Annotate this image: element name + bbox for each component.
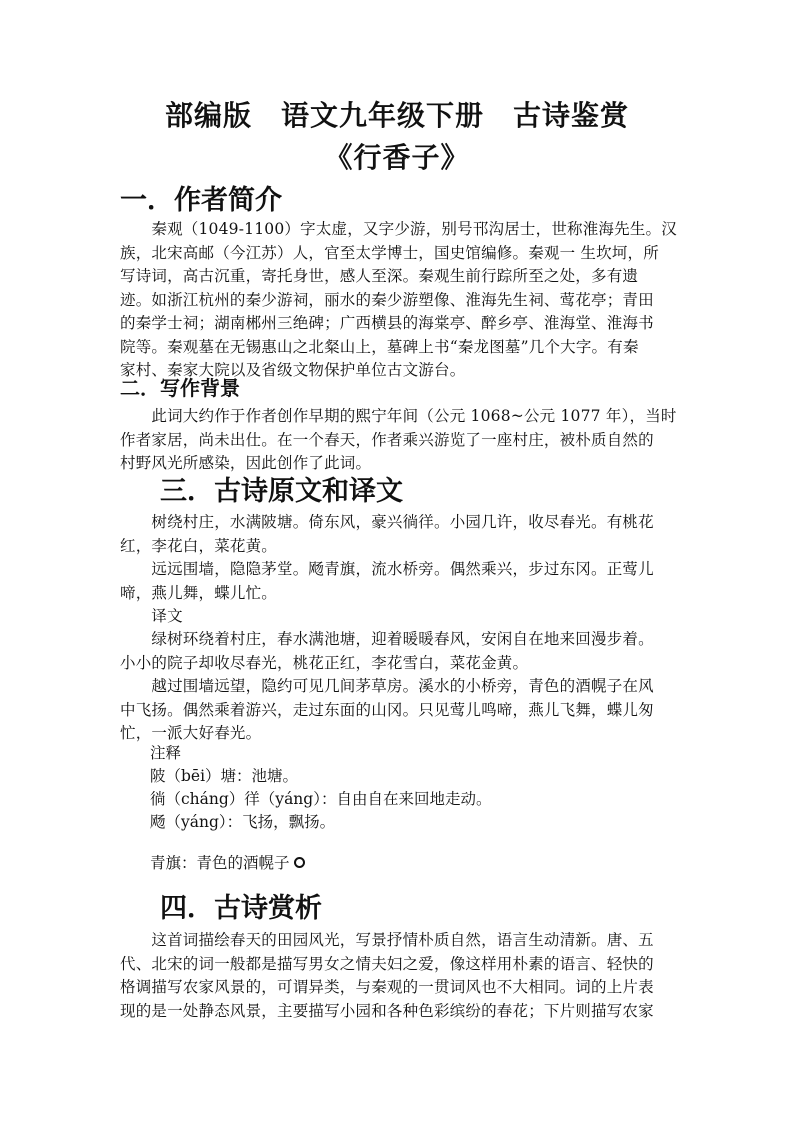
text-line: 中飞扬。偶然乘着游兴，走过东面的山冈。只见莺儿鸣啼，燕儿飞舞，蝶儿匆 (120, 700, 654, 719)
text-line: 迹。如浙江杭州的秦少游祠，丽水的秦少游塑像、淮海先生祠、莺花亭；青田 (120, 290, 654, 309)
text-line: 格调描写农家风景的，可谓异类，与秦观的一贯词风也不大相同。词的上片表 (120, 978, 654, 996)
text-line: 译文 (120, 607, 183, 625)
text-line: 此词大约作于作者创作早期的熙宁年间（公元 1068~公元 1077 年），当时 (120, 407, 677, 425)
note-item: 陂（bēi）塘：池塘。 (150, 767, 299, 785)
text-line: 啼，燕儿舞，蝶儿忙。 (120, 583, 278, 602)
text-line: 现的是一处静态风景，主要描写小园和各种色彩缤纷的春花；下片则描写农家 (120, 1001, 654, 1020)
section-heading-background: 二．写作背景 (120, 376, 240, 400)
note-item-last (150, 852, 305, 875)
text-line: 越过围墙远望，隐约可见几间茅草房。溪水的小桥旁，青色的酒幌子在风 (120, 677, 654, 695)
section-heading-poem: 三．古诗原文和译文 (160, 476, 403, 507)
text-line: 树绕村庄，水满陂塘。倚东风，豪兴徜徉。小园几许，收尽春光。有桃花 (120, 513, 654, 531)
text-line: 院等。秦观墓在无锡惠山之北粲山上，墓碑上书“秦龙图墓”几个大字。有秦 (120, 337, 639, 356)
author-intro-paragraph (120, 218, 677, 383)
document-title: 部编版 语文九年级下册 古诗鉴赏 (164, 99, 629, 132)
note-item: 飏（yáng）：飞扬，飘扬。 (150, 813, 336, 831)
text-line: 忙，一派大好春光。 (120, 724, 262, 742)
text-line: 远远围墙，隐隐茅堂。飏青旗，流水桥旁。偶然乘兴，步过东冈。正莺儿 (120, 560, 654, 578)
text-line: 家村、秦家大院以及省级文物保护单位古文游台。 (120, 361, 466, 379)
poem-title: 《行香子》 (324, 141, 470, 174)
text-line: 绿树环绕着村庄，春水满池塘，迎着暖暖春风，安闲自在地来回漫步着。 (120, 630, 654, 648)
text-line: 秦观（1049-1100）字太虚，又字少游，别号邗沟居士，世称淮海先生。汉 (120, 220, 677, 238)
background-paragraph (120, 405, 677, 476)
text-line: 族，北宋高邮（今江苏）人，官至太学博士，国史馆编修。秦观一 生坎坷，所 (120, 243, 659, 262)
appreciation-paragraph (120, 929, 672, 1023)
notes-label: 注释 (150, 744, 182, 762)
text-line: 代、北宋的词一般都是描写男女之情夫妇之爱，像这样用朴素的语言、轻快的 (120, 954, 654, 973)
text-line: 写诗词，高古沉重，寄托身世，感人至深。秦观生前行踪所至之处，多有遗 (120, 267, 639, 285)
poem-translation-text (120, 628, 672, 746)
text-line: 作者家居，尚未出仕。在一个春天，作者乘兴游览了一座村庄，被朴质自然的 (120, 430, 654, 449)
text-line: 小小的院子却收尽春光，桃花正红，李花雪白，菜花金黄。 (120, 653, 529, 672)
text-line: 红，李花白，菜花黄。 (120, 536, 278, 555)
poem-original-text (120, 511, 672, 629)
text-line: 这首词描绘春天的田园风光，写景抒情朴质自然，语言生动清新。唐、五 (120, 931, 654, 949)
note-item: 徜（cháng）徉（yáng）：自由自在来回地走动。 (150, 790, 492, 808)
section-heading-author: 一．作者简介 (120, 185, 282, 216)
circle-mark-icon (294, 857, 305, 868)
note-text: 青旗：青色的酒幌子 (150, 854, 290, 872)
section-heading-appreciation: 四．古诗赏析 (160, 893, 322, 924)
text-line: 的秦学士祠；湖南郴州三绝碑；广西横县的海棠亭、醉乡亭、淮海堂、淮海书 (120, 314, 654, 332)
text-line: 村野风光所感染，因此创作了此词。 (120, 454, 372, 472)
